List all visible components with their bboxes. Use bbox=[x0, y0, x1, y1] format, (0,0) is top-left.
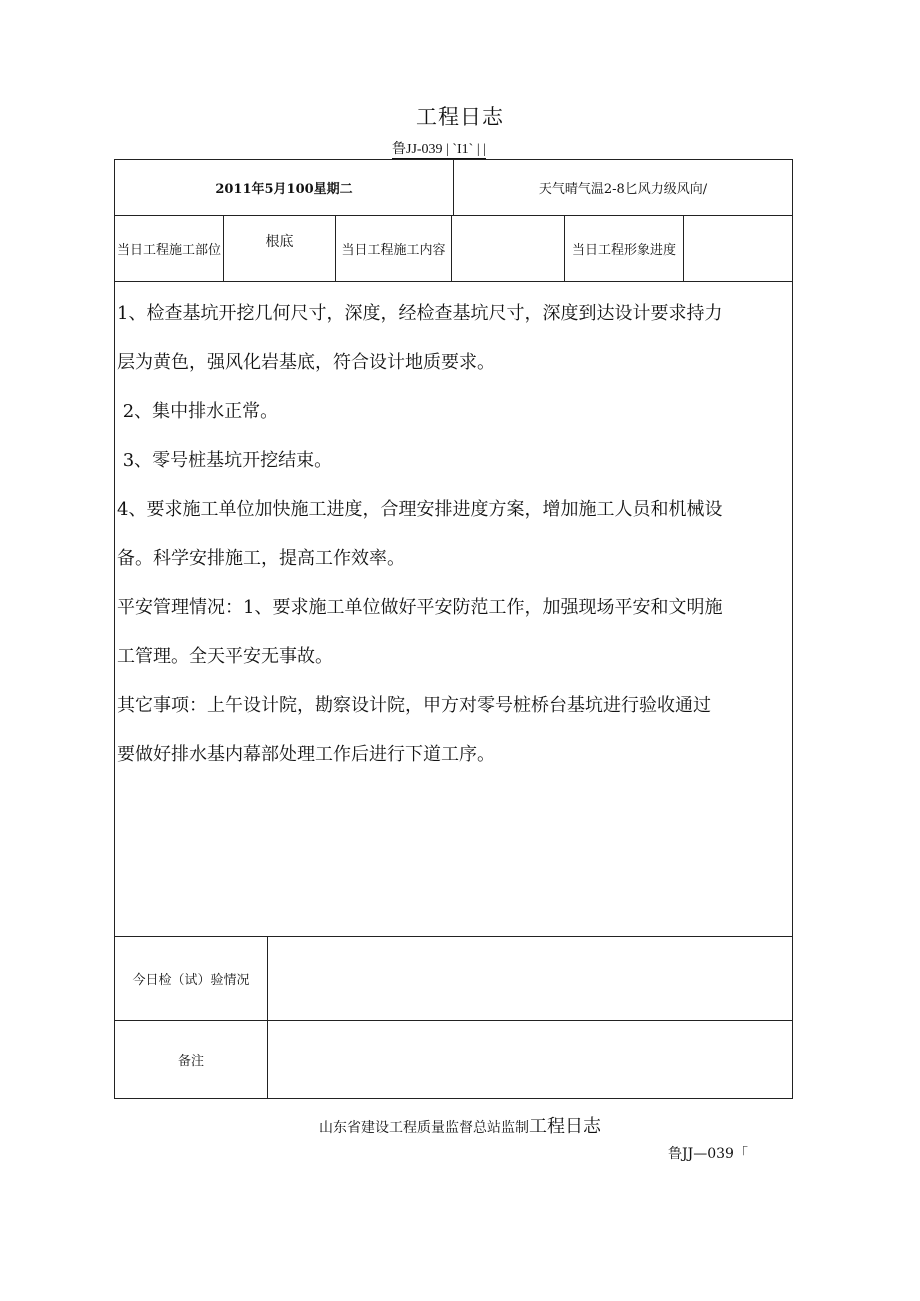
log-line: 1、检查基坑开挖几何尺寸，深度，经检查基坑尺寸，深度到达设计要求持力 bbox=[117, 303, 723, 324]
progress-value bbox=[684, 216, 792, 281]
form-code-bottom: 鲁JJ—039「 bbox=[668, 1146, 748, 1162]
log-line: 要做好排水基内幕部处理工作后进行下道工序。 bbox=[117, 744, 495, 765]
issuer-text: 山东省建设工程质量监督总站监制 bbox=[319, 1120, 529, 1136]
form-code-top: 鲁JJ-039 | `I1` | | bbox=[392, 142, 486, 157]
footer-line bbox=[0, 1112, 920, 1138]
document-title: 工程日志 bbox=[416, 105, 504, 129]
log-line: 备。科学安排施工，提高工作效率。 bbox=[117, 548, 405, 569]
content-label: 当日工程施工内容 bbox=[341, 243, 446, 258]
log-line: 3、零号桩基坑开挖结束。 bbox=[117, 450, 333, 471]
log-line: 层为黄色，强风化岩基底，符合设计地质要求。 bbox=[117, 352, 495, 373]
log-line: 工管理。全天平安无事故。 bbox=[117, 646, 333, 667]
log-line: 平安管理情况：1、要求施工单位做好平安防范工作，加强现场平安和文明施 bbox=[117, 597, 723, 618]
inspection-label: 今日检（试）验情况 bbox=[132, 973, 250, 988]
date-line: 2011年5月100星期二 bbox=[215, 182, 353, 197]
remarks-value bbox=[268, 1021, 792, 1098]
content-value bbox=[452, 216, 564, 281]
log-line: 其它事项：上午设计院，勘察设计院，甲方对零号桩桥台基坑进行验收通过 bbox=[117, 695, 711, 716]
row-divider-2 bbox=[115, 281, 792, 282]
log-content bbox=[117, 289, 793, 779]
progress-label: 当日工程形象进度 bbox=[571, 243, 676, 258]
log-line: 4、要求施工单位加快施工进度，合理安排进度方案，增加施工人员和机械设 bbox=[117, 499, 723, 520]
location-value: 根底 bbox=[265, 234, 294, 250]
inspection-value bbox=[268, 937, 792, 1020]
location-label: 当日工程施工部位 bbox=[116, 243, 221, 258]
remarks-label: 备注 bbox=[177, 1054, 204, 1069]
weather-line: 天气晴气温2-8匕风力级风向/ bbox=[538, 182, 708, 197]
next-page-title: 工程日志 bbox=[529, 1116, 601, 1137]
log-line: 2、集中排水正常。 bbox=[117, 401, 279, 422]
